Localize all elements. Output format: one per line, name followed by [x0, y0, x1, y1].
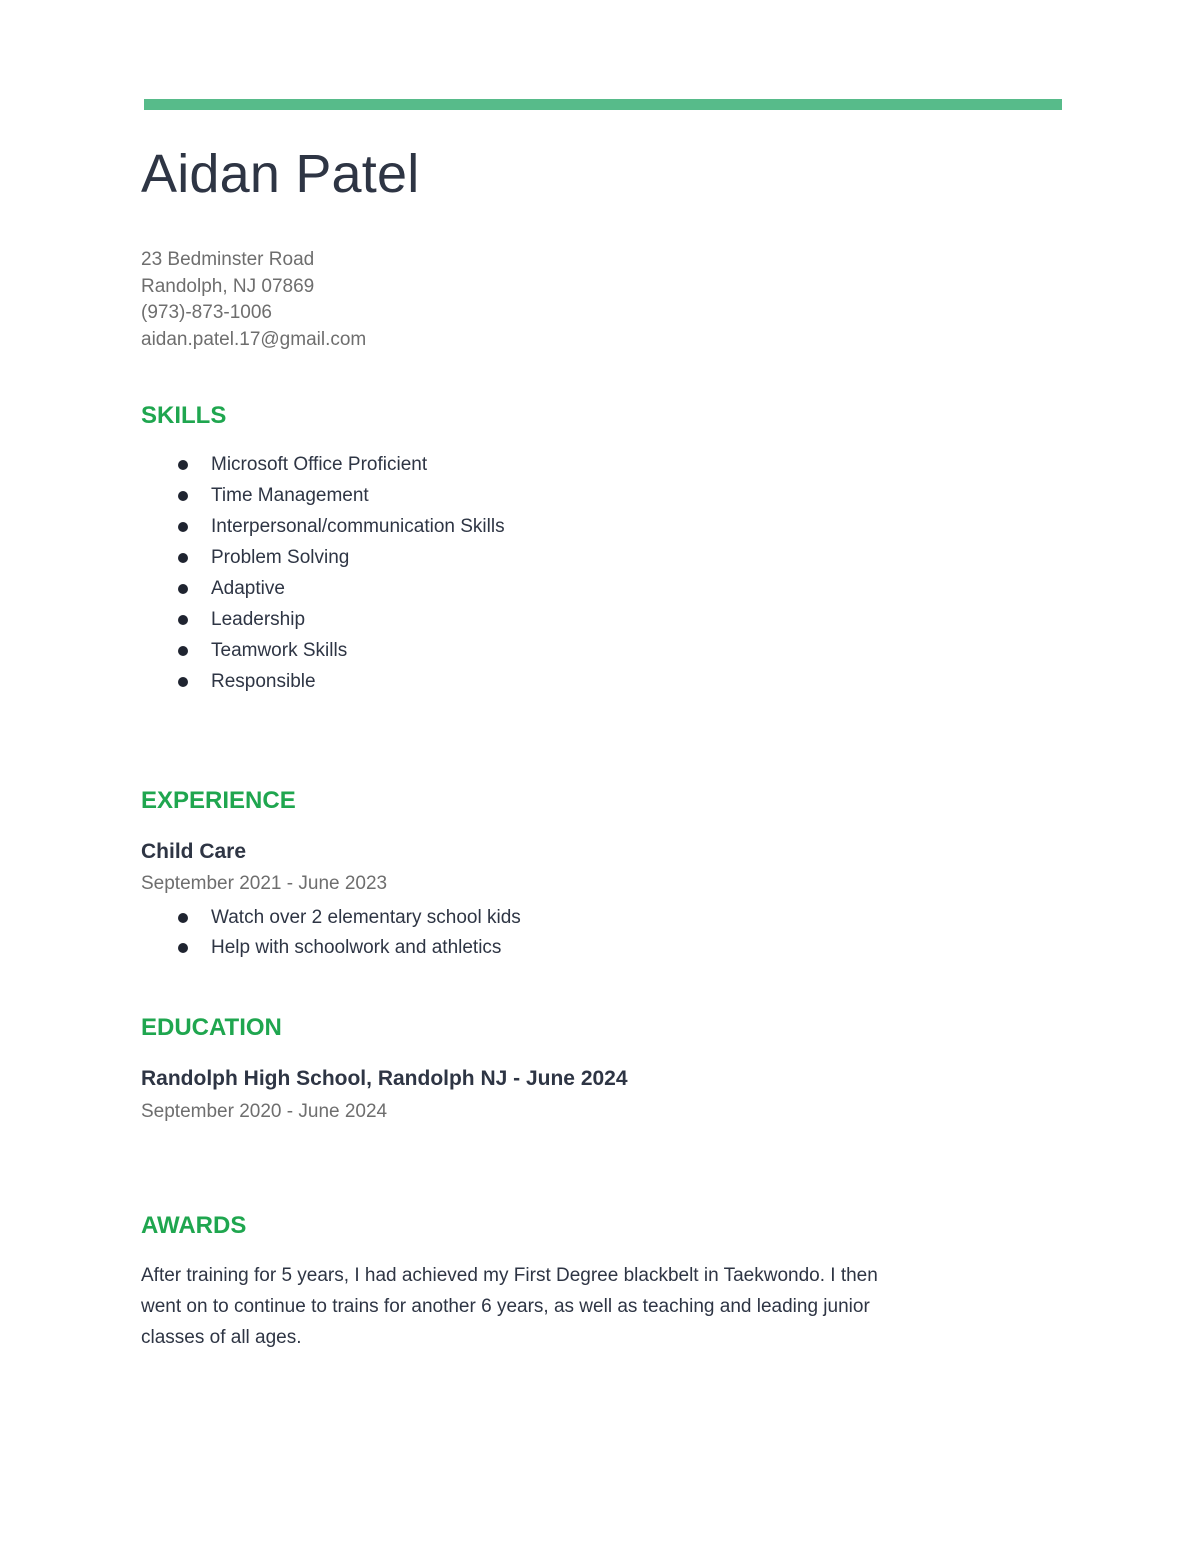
- skills-list: [141, 449, 505, 697]
- skill-label: Adaptive: [211, 578, 285, 599]
- bullet-icon: [178, 913, 188, 923]
- skill-item: [141, 573, 505, 604]
- phone-number: (973)-873-1006: [141, 302, 272, 323]
- school-title: Randolph High School, Randolph NJ - June 2024: [141, 1067, 628, 1090]
- bullet-icon: [178, 522, 188, 532]
- skill-item: [141, 511, 505, 542]
- skill-label: Responsible: [211, 671, 316, 692]
- skill-label: Leadership: [211, 609, 306, 630]
- skill-label: Teamwork Skills: [211, 640, 348, 661]
- awards-heading: AWARDS: [141, 1212, 247, 1239]
- candidate-name: Aidan Patel: [141, 144, 420, 204]
- skill-label: Time Management: [211, 485, 369, 506]
- skill-item: [141, 666, 505, 697]
- education-heading: EDUCATION: [141, 1014, 282, 1041]
- skill-label: Microsoft Office Proficient: [211, 454, 428, 475]
- skill-label: Interpersonal/communication Skills: [211, 516, 505, 537]
- skill-label: Problem Solving: [211, 547, 350, 568]
- email-address: aidan.patel.17@gmail.com: [141, 328, 367, 350]
- duty-label: Help with schoolwork and athletics: [211, 937, 502, 958]
- address-line-1: 23 Bedminster Road: [141, 249, 315, 270]
- bullet-icon: [178, 646, 188, 656]
- skill-item: [141, 604, 505, 635]
- address-line-2: Randolph, NJ 07869: [141, 275, 315, 297]
- bullet-icon: [178, 615, 188, 625]
- duty-item: [141, 903, 521, 933]
- job-title: Child Care: [141, 840, 247, 863]
- awards-description: After training for 5 years, I had achieved my First Degree blackbelt in Taekwondo. I then went on to continue to trains for another 6 years, as well as teaching and leading junior classes of all ages.: [141, 1265, 878, 1348]
- school-dates: September 2020 - June 2024: [141, 1101, 388, 1122]
- duty-item: [141, 933, 521, 963]
- bullet-icon: [178, 677, 188, 687]
- skill-item: [141, 635, 505, 666]
- bullet-icon: [178, 943, 188, 953]
- bullet-icon: [178, 491, 188, 501]
- bullet-icon: [178, 553, 188, 563]
- job-duties-list: [141, 903, 521, 963]
- accent-bar: [144, 99, 1062, 110]
- job-dates: September 2021 - June 2023: [141, 873, 388, 894]
- contact-block: [141, 247, 741, 353]
- skills-heading: SKILLS: [141, 402, 227, 429]
- skill-item: [141, 480, 505, 511]
- experience-heading: EXPERIENCE: [141, 787, 296, 814]
- bullet-icon: [178, 584, 188, 594]
- bullet-icon: [178, 460, 188, 470]
- duty-label: Watch over 2 elementary school kids: [211, 907, 521, 928]
- skill-item: [141, 449, 505, 480]
- skill-item: [141, 542, 505, 573]
